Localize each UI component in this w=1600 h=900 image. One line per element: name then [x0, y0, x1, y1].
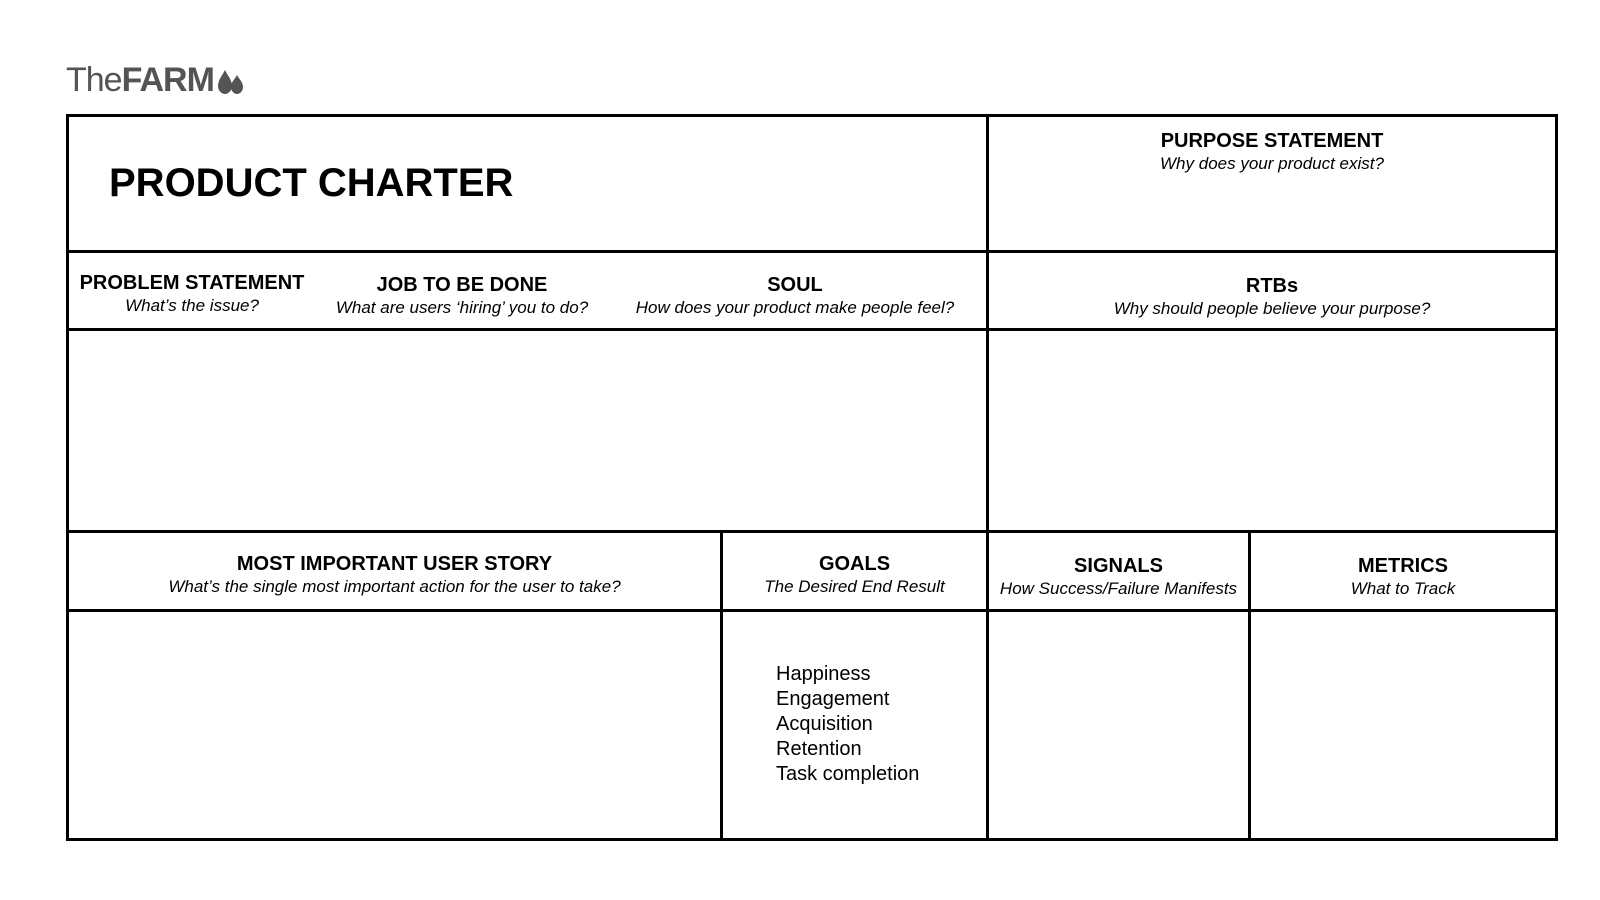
list-item: Happiness: [776, 663, 871, 685]
job-to-be-done-title: JOB TO BE DONE: [376, 274, 548, 296]
logo-text-the: The: [66, 60, 122, 99]
goals-title: GOALS: [818, 553, 891, 575]
signals-header: [989, 554, 1248, 600]
job-to-be-done-subtitle: What are users ‘hiring’ you to do?: [335, 298, 589, 317]
product-charter-canvas: [66, 114, 1558, 841]
page-title: PRODUCT CHARTER: [109, 161, 514, 205]
goals-header: [723, 552, 986, 598]
problem-statement-header: [77, 271, 307, 317]
user-story-title: MOST IMPORTANT USER STORY: [236, 553, 553, 575]
rtbs-subtitle: Why should people believe your purpose?: [1113, 299, 1431, 318]
list-item: Engagement: [776, 688, 890, 710]
signals-title: SIGNALS: [1074, 555, 1163, 577]
signals-subtitle: How Success/Failure Manifests: [999, 579, 1238, 598]
purpose-statement-subtitle: Why does your product exist?: [1160, 154, 1384, 173]
divider-main-vertical: [986, 117, 989, 838]
soul-subtitle: How does your product make people feel?: [635, 298, 955, 317]
problem-statement-subtitle: What’s the issue?: [125, 296, 259, 315]
metrics-header: [1251, 554, 1555, 600]
rtbs-header: [989, 274, 1555, 320]
purpose-statement-title: PURPOSE STATEMENT: [1160, 130, 1384, 152]
divider-row-3: [69, 530, 1555, 533]
job-to-be-done-header: [317, 273, 607, 319]
rtbs-title: RTBs: [1245, 275, 1299, 297]
list-item: Acquisition: [776, 713, 873, 735]
company-logo: [66, 60, 246, 100]
goals-subtitle: The Desired End Result: [764, 577, 945, 596]
problem-statement-title: PROBLEM STATEMENT: [79, 272, 305, 294]
goals-list: [776, 662, 919, 787]
soul-header: [615, 273, 975, 319]
divider-row-2: [69, 328, 1555, 331]
metrics-title: METRICS: [1358, 555, 1448, 577]
divider-row-1: [69, 250, 1555, 253]
metrics-subtitle: What to Track: [1350, 579, 1456, 598]
purpose-statement-header: [989, 129, 1555, 175]
list-item: Task completion: [776, 763, 920, 785]
user-story-subtitle: What’s the single most important action for the user to take?: [168, 577, 621, 596]
list-item: Retention: [776, 738, 862, 760]
logo-text-farm: FARM: [121, 60, 214, 99]
water-drop-icon: [216, 67, 246, 97]
soul-title: SOUL: [767, 274, 823, 296]
divider-row-4: [69, 609, 1555, 612]
user-story-header: [69, 552, 720, 598]
